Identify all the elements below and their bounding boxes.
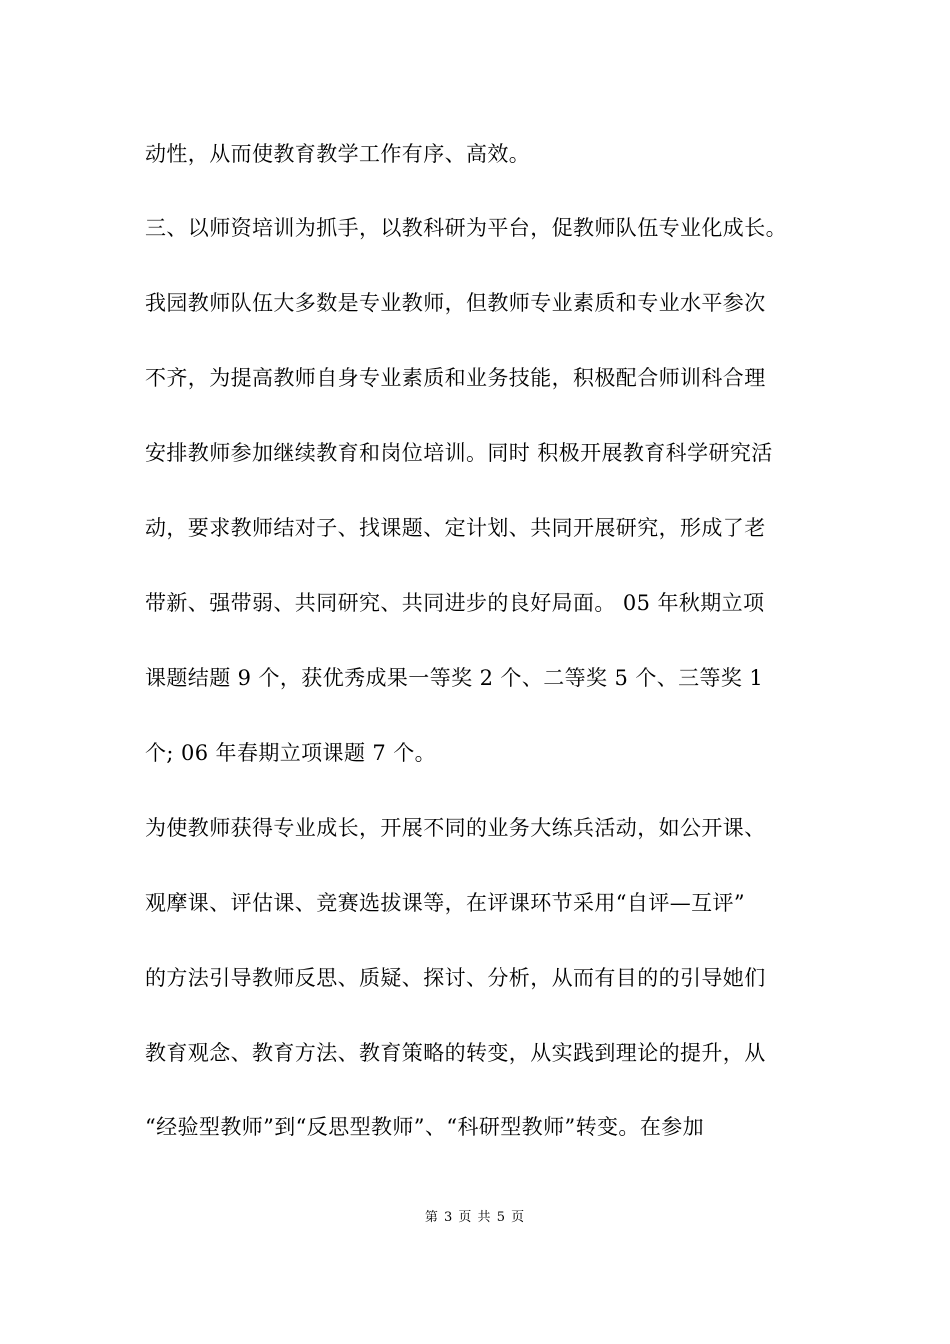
paragraph-line-9: 个; 06 年春期立项课题 7 个。	[145, 741, 437, 765]
paragraph-line-13: 教育观念、教育方法、教育策略的转变，从实践到理论的提升，从	[145, 1041, 766, 1065]
paragraph-line-6: 动，要求教师结对子、找课题、定计划、共同开展研究，形成了老	[145, 516, 766, 540]
paragraph-line-12: 的方法引导教师反思、质疑、探讨、分析，从而有目的的引导她们	[145, 966, 766, 990]
page-number-footer: 第 3 页 共 5 页	[424, 1210, 526, 1225]
paragraph-line-8: 课题结题 9 个，获优秀成果一等奖 2 个、二等奖 5 个、三等奖 1	[145, 666, 764, 690]
paragraph-line-2: 三、以师资培训为抓手，以教科研为平台，促教师队伍专业化成长。	[145, 216, 787, 240]
paragraph-line-10: 为使教师获得专业成长，开展不同的业务大练兵活动，如公开课、	[145, 816, 766, 840]
paragraph-line-14: “经验型教师”到“反思型教师”、“科研型教师”转变。在参加	[145, 1115, 705, 1139]
paragraph-line-4: 不齐，为提高教师自身专业素质和业务技能，积极配合师训科合理	[145, 366, 766, 390]
paragraph-line-3: 我园教师队伍大多数是专业教师，但教师专业素质和专业水平参次	[145, 291, 766, 315]
paragraph-line-5: 安排教师参加继续教育和岗位培训。同时 积极开展教育科学研究活	[145, 441, 773, 465]
paragraph-line-11: 观摩课、评估课、竞赛选拔课等，在评课环节采用“自评—互评”	[145, 891, 746, 915]
paragraph-line-1: 动性，从而使教育教学工作有序、高效。	[145, 142, 531, 166]
paragraph-line-7: 带新、强带弱、共同研究、共同进步的良好局面。 05 年秋期立项	[145, 591, 765, 615]
